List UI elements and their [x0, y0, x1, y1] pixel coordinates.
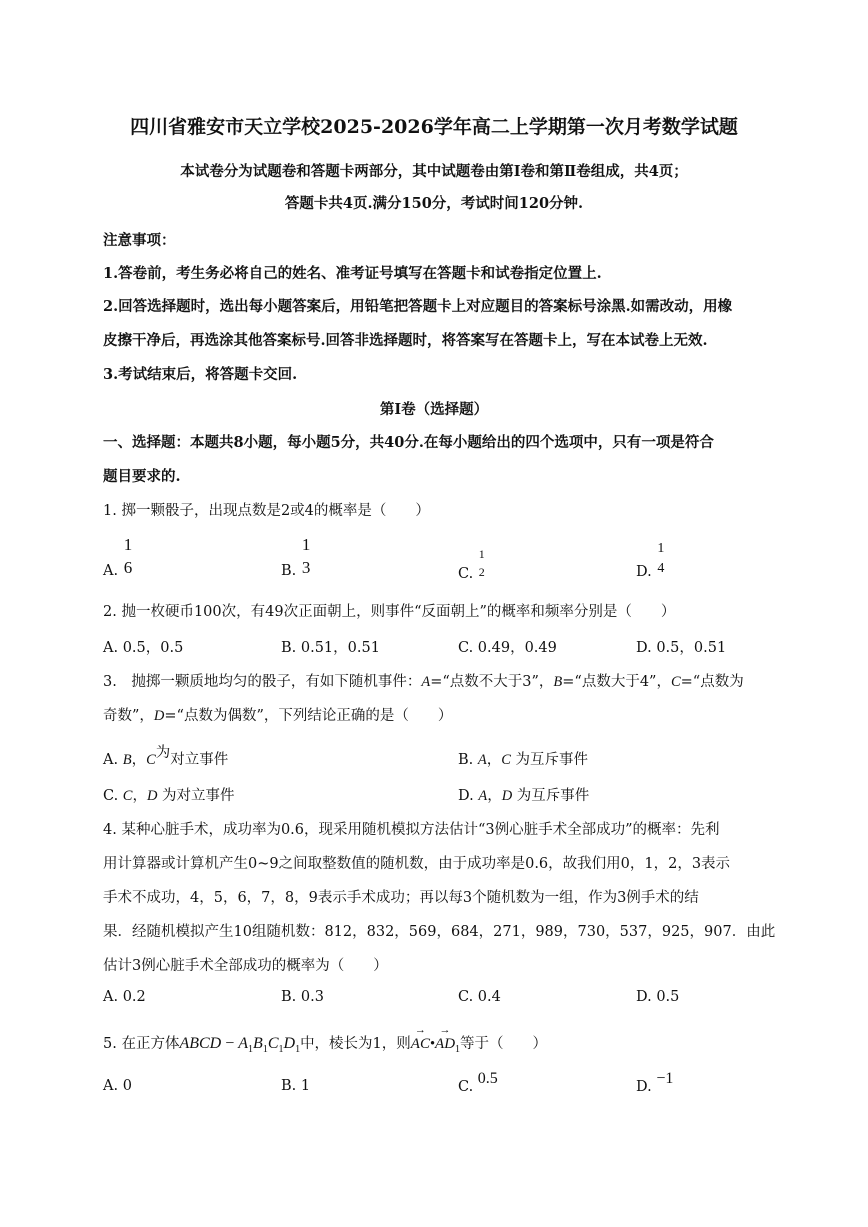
q5-option-b: B. 1 — [281, 1078, 311, 1094]
q1-option-b — [281, 535, 311, 579]
q1-d-numerator: 1 — [657, 541, 665, 556]
q2-option-a: A. 0.5，0.5 — [103, 640, 184, 656]
q3-option-d — [458, 784, 589, 805]
q5-sub-c: 1 — [278, 1043, 284, 1055]
q3-var-b: B — [553, 674, 563, 690]
q3-d-label: D. — [458, 788, 479, 804]
q3-b-text: 为互斥事件 — [510, 752, 589, 768]
page-title: 四川省雅安市天立学校2025-2026学年高二上学期第一次月考数学试题 — [130, 116, 738, 138]
q5-dot: • — [429, 1036, 436, 1052]
q1-option-c-label: C. — [458, 566, 474, 582]
q3-var-a: A — [421, 674, 431, 690]
note-item-1: 1.答卷前，考生务必将自己的姓名、准考证号填写在答题卡和试卷指定位置上. — [103, 265, 602, 282]
q3-b-sep: ， — [486, 752, 502, 768]
q3-stem-2a: 奇数”， — [103, 708, 154, 724]
q4-option-d: D. 0.5 — [636, 989, 680, 1005]
q5-pre: 5. 在正方体 — [103, 1036, 180, 1052]
q3-c-var-1: C — [122, 788, 133, 804]
note-item-2: 2.回答选择题时，选出每小题答案后，用铅笔把答题卡上对应题目的答案标号涂黑.如需改动，用橡 — [103, 298, 733, 315]
q3-c-var-2: D — [146, 788, 158, 804]
q4-stem-line-4: 果．经随机模拟产生10组随机数：812，832，569，684，271，989，730，537，925，907．由此 — [103, 924, 776, 940]
q3-option-c — [103, 784, 235, 805]
q3-d-var-1: A — [478, 788, 488, 804]
q3-stem-line-1 — [103, 670, 744, 691]
q1-option-c — [458, 547, 486, 582]
q4-option-b: B. 0.3 — [281, 989, 324, 1005]
q1-option-a — [103, 535, 133, 579]
q5-sub-d: 1 — [295, 1043, 301, 1055]
q5-d-label: D. — [636, 1079, 652, 1095]
q5-cube-name: ABCD — [179, 1035, 222, 1052]
q2-stem: 2. 抛一枚硬币100次，有49次正面朝上，则事件“反面朝上”的概率和频率分别是（ ） — [103, 604, 676, 620]
q1-d-denominator: 4 — [657, 561, 665, 576]
intro-line-1: 本试卷分为试题卷和答题卡两部分，其中试题卷由第Ⅰ卷和第Ⅱ卷组成，共4页； — [180, 163, 688, 180]
q3-c-text: 为对立事件 — [157, 788, 235, 804]
q3-stem-line-2 — [103, 704, 452, 725]
q3-a-var-2: C — [146, 752, 156, 768]
q5-c-label: C. — [458, 1079, 474, 1095]
q1-option-b-fraction — [301, 536, 312, 576]
q1-option-d-fraction — [656, 542, 665, 576]
q2-option-c: C. 0.49，0.49 — [458, 640, 557, 656]
q1-option-b-label: B. — [281, 563, 297, 579]
q3-option-a — [103, 745, 229, 769]
section-instruction-1: 一、选择题：本题共8小题，每小题5分，共40分.在每小题给出的四个选项中，只有一项是符合 — [103, 434, 714, 451]
q4-option-c: C. 0.4 — [458, 989, 501, 1005]
q1-stem: 1. 掷一颗骰子，出现点数是2或4的概率是（ ） — [103, 503, 430, 519]
q3-d-sep: ， — [487, 788, 502, 804]
q1-c-numerator: 1 — [478, 547, 485, 561]
intro-line-2: 答题卡共4页.满分150分，考试时间120分钟. — [284, 195, 584, 212]
q1-option-d — [636, 541, 665, 580]
q5-a1: A — [238, 1035, 249, 1052]
q5-post: 等于（ ） — [460, 1036, 548, 1052]
q1-option-a-label: A. — [103, 563, 119, 579]
q1-a-numerator: 1 — [123, 535, 133, 554]
note-item-2-cont: 皮擦干净后，再选涂其他答案标号.回答非选择题时，将答案写在答题卡上，写在本试卷上无效. — [103, 332, 708, 349]
q1-option-c-fraction — [478, 548, 486, 578]
q5-sub-a: 1 — [248, 1043, 254, 1055]
q3-d-text: 为互斥事件 — [512, 788, 590, 804]
q3-a-text: 对立事件 — [170, 752, 229, 768]
q3-a-wei: 为 — [155, 745, 171, 761]
q4-stem-line-3: 手术不成功，4，5，6，7，8，9表示手术成功；再以每3个随机数为一组，作为3例手术的结 — [103, 890, 699, 906]
q3-a-label: A. — [103, 752, 123, 768]
q3-var-d: D — [153, 708, 165, 724]
q3-option-b — [458, 748, 588, 769]
q4-stem-line-5: 估计3例心脏手术全部成功的概率为（ ） — [103, 958, 388, 974]
q3-stem-2b: =“点数为偶数”，下列结论正确的是（ ） — [164, 708, 453, 724]
q2-option-b: B. 0.51，0.51 — [281, 640, 380, 656]
q4-stem-line-2: 用计算器或计算机产生0~9之间取整数值的随机数，由于成功率是0.6，故我们用0，1，2，3表示 — [103, 856, 731, 872]
q3-d-var-2: D — [501, 788, 513, 804]
section-title: 第Ⅰ卷（选择题） — [379, 401, 489, 418]
q5-sub-ad: 1 — [455, 1043, 461, 1055]
q3-c-label: C. — [103, 788, 123, 804]
q3-stem-1d: =“点数为 — [680, 674, 744, 690]
q3-c-sep: ， — [132, 788, 147, 804]
q3-b-var-1: A — [477, 752, 487, 768]
q1-option-a-fraction — [123, 536, 134, 576]
q3-stem-1c: =“点数大于4”， — [562, 674, 671, 690]
q4-stem-line-1: 4. 某种心脏手术，成功率为0.6，现采用随机模拟方法估计“3例心脏手术全部成功”的概率：先利 — [103, 822, 720, 838]
q1-b-denominator: 3 — [301, 558, 311, 577]
q5-d1: D — [283, 1035, 296, 1052]
q5-vector-ac: → AC — [411, 1036, 430, 1053]
q3-stem-1a: 3. 抛掷一颗质地均匀的骰子，有如下随机事件： — [103, 674, 422, 690]
q5-dash: − — [221, 1035, 239, 1052]
section-instruction-2: 题目要求的. — [103, 468, 181, 485]
q1-option-d-label: D. — [636, 564, 652, 580]
q3-a-sep: ， — [131, 752, 147, 768]
q5-mid: 中，棱长为1，则 — [300, 1036, 411, 1052]
notes-heading: 注意事项： — [103, 232, 176, 249]
q5-b1: B — [253, 1035, 263, 1052]
q3-var-c: C — [670, 674, 681, 690]
q3-stem-1b: =“点数不大于3”， — [430, 674, 554, 690]
q4-option-a: A. 0.2 — [103, 989, 146, 1005]
q5-option-c — [458, 1070, 498, 1095]
q1-a-denominator: 6 — [123, 558, 133, 577]
q5-sub-b: 1 — [262, 1043, 268, 1055]
q3-a-var-1: B — [122, 752, 132, 768]
q1-c-denominator: 2 — [478, 565, 485, 579]
q5-vector-ad: → AD — [435, 1036, 455, 1053]
q3-b-label: B. — [458, 752, 478, 768]
q2-option-d: D. 0.5，0.51 — [636, 640, 727, 656]
q5-c1: C — [267, 1035, 279, 1052]
q5-option-a: A. 0 — [103, 1078, 132, 1094]
q5-c-value: 0.5 — [477, 1070, 498, 1087]
q5-stem — [103, 1032, 547, 1055]
note-item-3: 3.考试结束后，将答题卡交回. — [103, 366, 298, 383]
q5-option-d — [636, 1070, 674, 1095]
q5-d-value: −1 — [656, 1070, 674, 1087]
q1-b-numerator: 1 — [301, 535, 311, 554]
q3-b-var-2: C — [501, 752, 511, 768]
